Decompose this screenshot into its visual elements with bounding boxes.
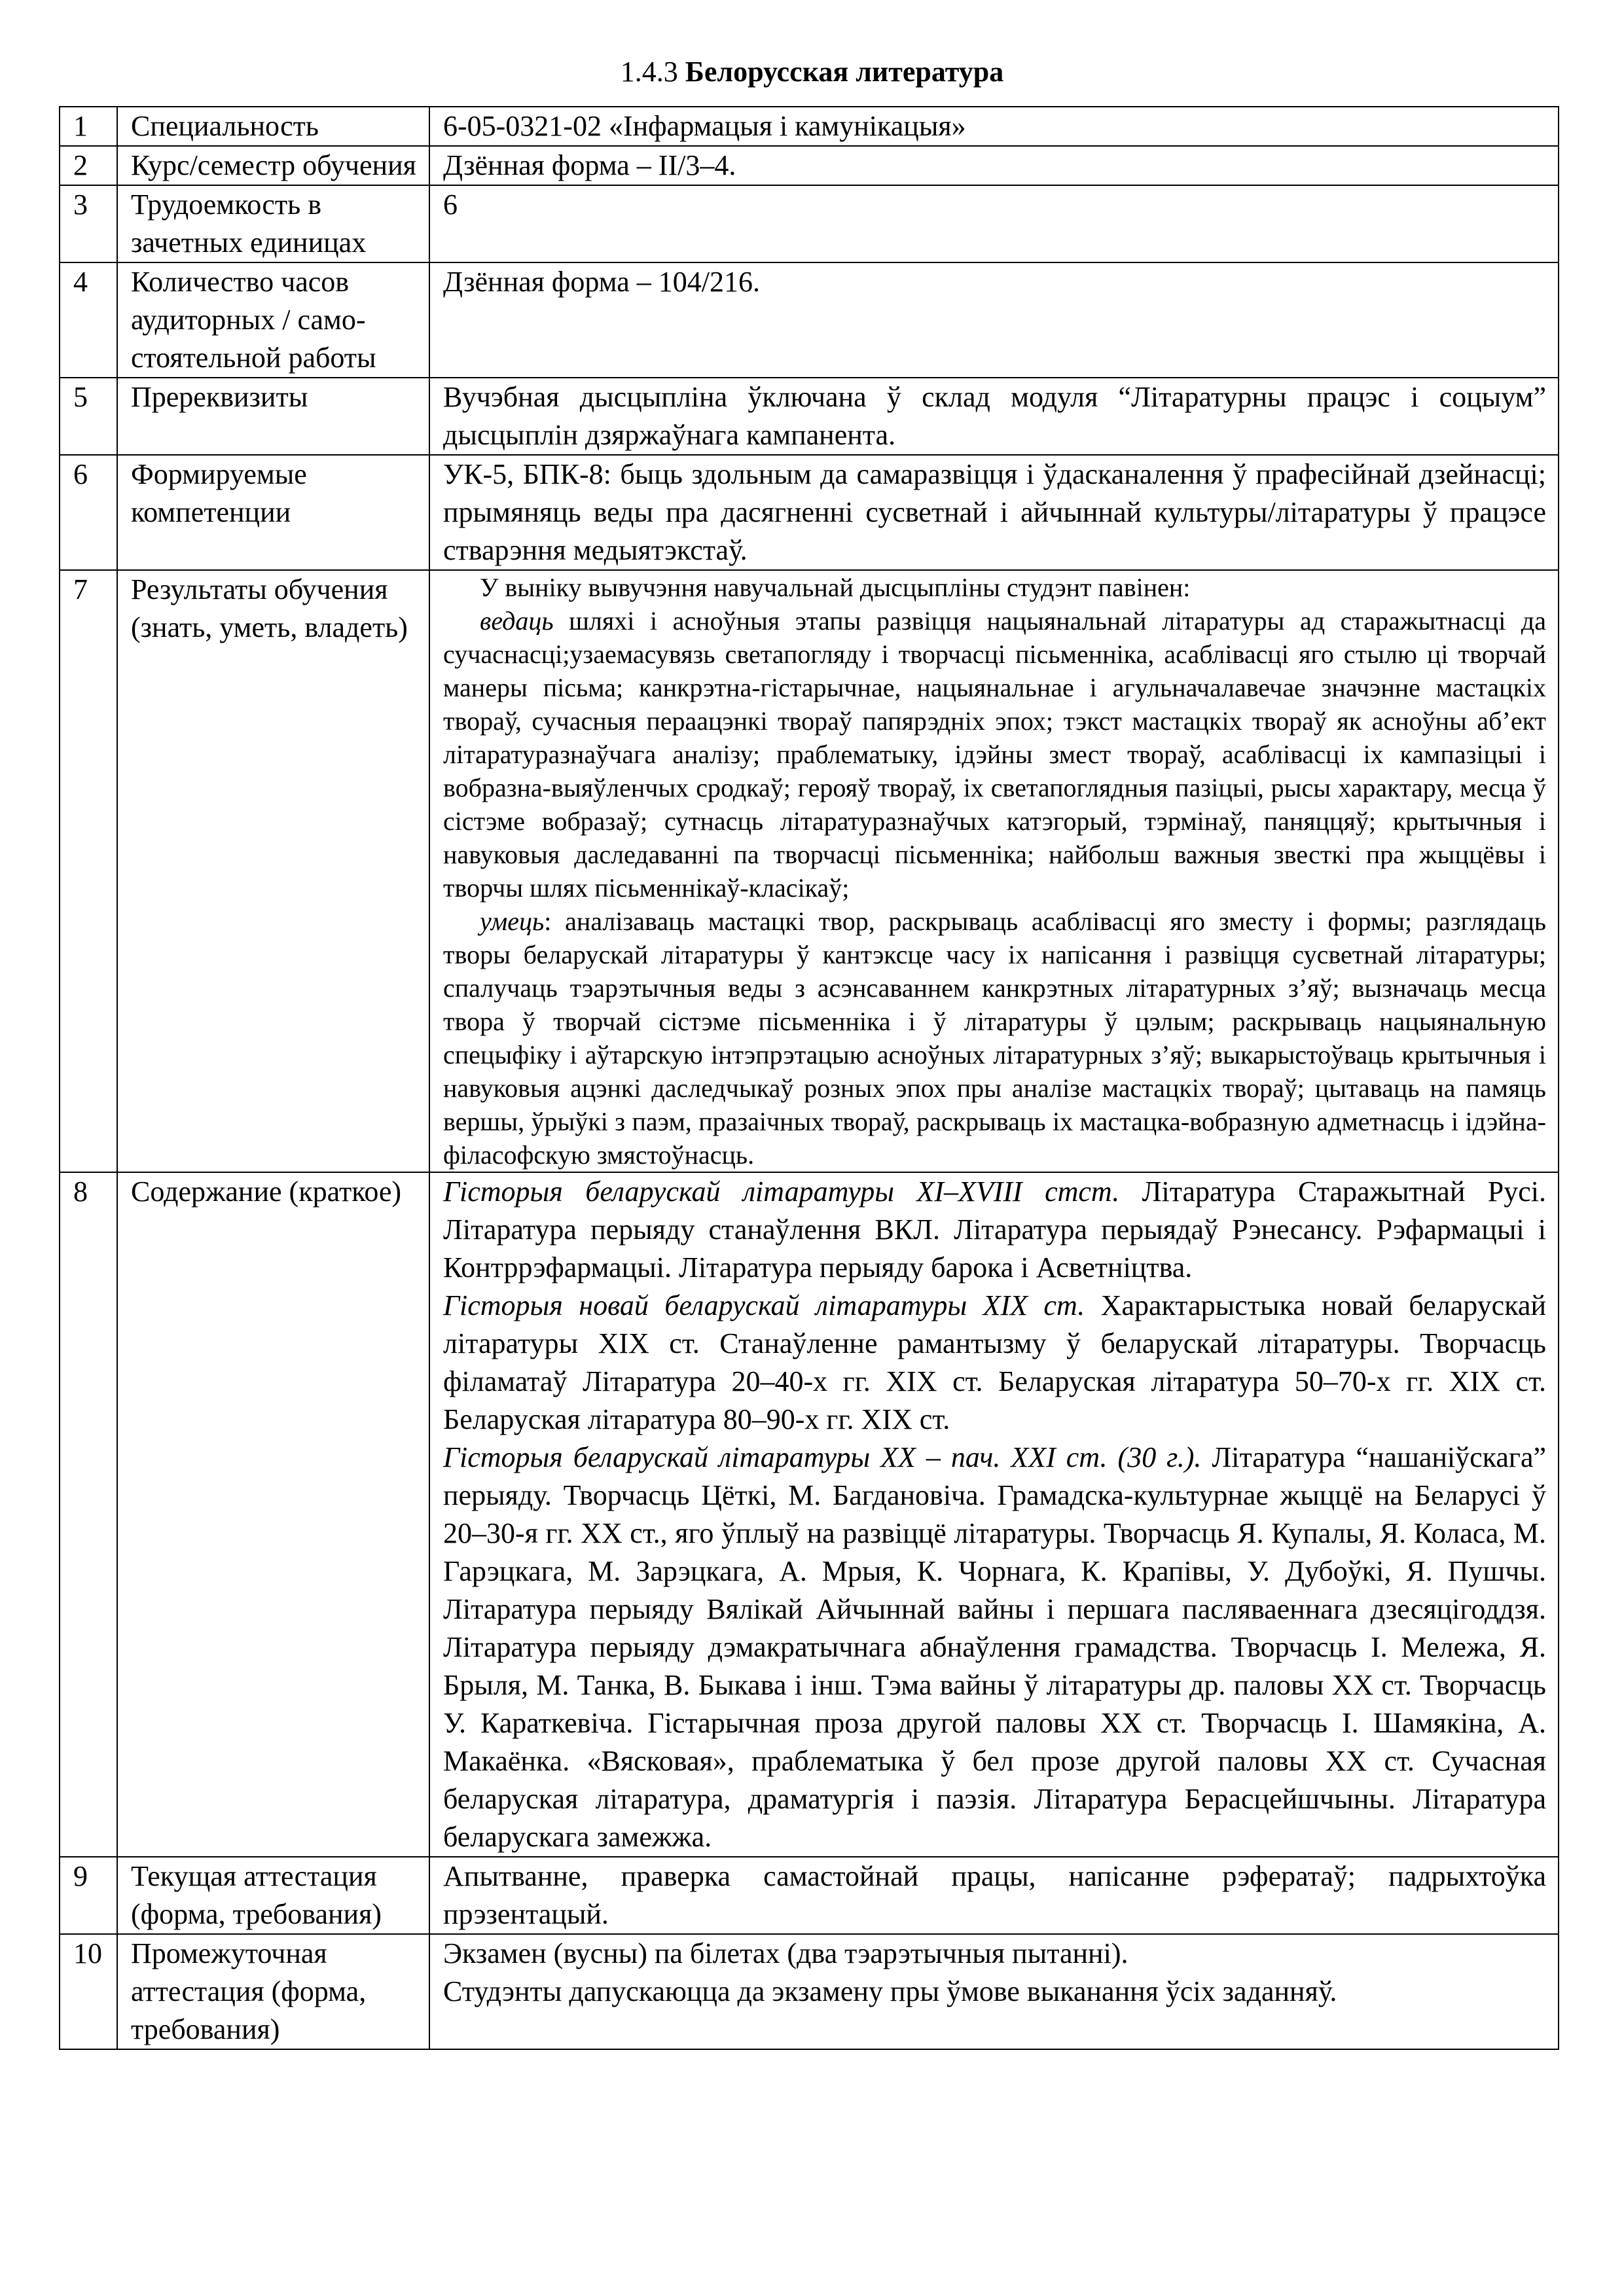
know-text: шляхі і асноўныя этапы развіцця нацыянальнай літаратуры ад старажытнасці да сучаснасці;узаемасувязь светапогляду і творчасці пісьменніка, асаблівасці яго стылю ці творчай манеры пісьма; канкрэтна-гістарычнае, нацыянальнае і агульначалавечае значэнне мастацкіх твораў, сучасныя пераацэнкі твораў папярэдніх эпох; тэкст мастацкіх твораў як асноўны аб’ект літаратуразнаўчага аналізу; праблематыку, ідэйны змест твораў, асаблівасці іх кампазіцыі і вобразна-выяўленчых сродкаў; герояў твораў, іх светапоглядныя пазіцыі, рысы характару, месца ў сістэме вобразаў; сутнасць літаратуразнаўчых катэгорый, тэрмінаў, паняццяў; крытычныя і навуковыя даследаванні па творчасці пісьменніка; найбольш важныя звесткі пра жыццёвы і творчы шлях пісьменнікаў-класікаў; <box>443 606 1546 903</box>
can-term: умець <box>480 906 545 936</box>
row-number: 6 <box>60 455 117 570</box>
row-number: 7 <box>60 570 117 1172</box>
learning-intro: У выніку вывучэння навучальнай дысцыпліны студэнт павінен: <box>480 573 1191 602</box>
table-row <box>60 1857 1559 1934</box>
table-row <box>60 107 1559 146</box>
section-title: Белорусская литература <box>685 56 1004 88</box>
row-label: Трудоемкость в зачетных единицах <box>117 185 429 262</box>
row-label: Формируемые компетенции <box>117 455 429 570</box>
row-content: 6-05-0321-02 «Інфармацыя і камунікацыя» <box>429 107 1559 146</box>
row-label: Промежуточная аттестация (форма, требования) <box>117 1934 429 2049</box>
row-content: Вучэбная дысцыпліна ўключана ў склад модуля “Літаратурны працэс і соцыум” дысцыплін дзяржаўнага кампанента. <box>429 378 1559 455</box>
part-text: Літаратура “нашаніўскага” перыяду. Творчасць Цёткі, М. Багдановіча. Грамадска-культурнае жыццё на Беларусі ў 20–30-я гг. XX ст., яго ўплыў на развіццё літаратуры. Творчасць Я. Купалы, Я. Коласа, М. Гарэцкага, М. Зарэцкага, А. Мрыя, К. Чорнага, К. Крапівы, У. Дубоўкі, Я. Пушчы. Літаратура перыяду Вялікай Айчыннай вайны і першага пасляваеннага дзесяцігоддзя. Літаратура перыяду дэмакратычнага абнаўлення грамадства. Творчасць І. Мележа, Я. Брыля, М. Танка, В. Быкава і інш. Тэма вайны ў літаратуры др. паловы XX ст. Творчасць У. Караткевіча. Гістарычная проза другой паловы XX ст. Творчасць І. Шамякіна, А. Макаёнка. «Вясковая», праблематыка ў бел прозе другой паловы XX ст. Сучасная беларуская літаратура, драматургія і паэзія. Літаратура Берасцейшчыны. Літаратура беларускага замежжа. <box>443 1441 1547 1853</box>
table-row <box>60 570 1559 1172</box>
row-number: 3 <box>60 185 117 262</box>
section-number: 1.4.3 <box>620 56 678 88</box>
table-row <box>60 1172 1559 1857</box>
part-title: Гісторыя беларускай літаратуры XI–XVIII стст. <box>443 1175 1120 1208</box>
row-content <box>429 1934 1559 2049</box>
table-row <box>60 1934 1559 2049</box>
row-label: Специальность <box>117 107 429 146</box>
part-text: Літаратура Старажытнай Русі. Літаратура перыяду станаўлення ВКЛ. Літаратура перыядаў Рэнесансу. Рэфармацыі і Контррэфармацыі. Літаратура перыяду барока і Асветніцтва. <box>443 1175 1546 1283</box>
row-number: 5 <box>60 378 117 455</box>
row-label: Результаты обучения (знать, уметь, владеть) <box>117 570 429 1172</box>
exam-format: Экзамен (вусны) па білетах (два тэарэтычныя пытанні). <box>443 1937 1128 1969</box>
row-label: Текущая аттестация (форма, требования) <box>117 1857 429 1934</box>
course-spec-table <box>59 106 1559 2050</box>
table-row <box>60 185 1559 262</box>
row-content: УК-5, БПК-8: быць здольным да самаразвіцця і ўдасканалення ў прафесійнай дзейнасці; прымяняць веды пра дасягненні сусветнай і айчыннай культуры/літаратуры ў працэсе стварэння медыятэкстаў. <box>429 455 1559 570</box>
table-row <box>60 378 1559 455</box>
part-text: Характарыстыка новай беларускай літаратуры XIX ст. Станаўленне рамантызму ў беларускай літаратуры. Творчасць філаматаў Літаратура 20–40-х гг. XIX ст. Беларуская літаратура 50–70-х гг. XIX ст. Беларуская літаратура 80–90-х гг. XIX ст. <box>443 1289 1546 1435</box>
table-row <box>60 455 1559 570</box>
row-content <box>429 1172 1559 1857</box>
exam-admission: Студэнты дапускаюцца да экзамену пры ўмове выканання ўсіх заданняў. <box>443 1975 1337 2007</box>
part-title: Гісторыя беларускай літаратуры XX – пач. XXI ст. (30 г.). <box>443 1441 1202 1473</box>
row-label: Количество часов аудиторных / само-стоятельной работы <box>117 262 429 378</box>
row-number: 4 <box>60 262 117 378</box>
row-content <box>429 570 1559 1172</box>
row-content: 6 <box>429 185 1559 262</box>
page-title <box>0 52 1624 92</box>
row-label: Курс/семестр обучения <box>117 146 429 185</box>
row-content: Дзённая форма – 104/216. <box>429 262 1559 378</box>
row-label: Содержание (краткое) <box>117 1172 429 1857</box>
content-part-3 <box>443 1439 1546 1856</box>
content-part-2 <box>443 1287 1546 1439</box>
row-number: 1 <box>60 107 117 146</box>
table-row <box>60 146 1559 185</box>
content-part-1 <box>443 1173 1546 1287</box>
table-row <box>60 262 1559 378</box>
row-content: Дзённая форма – II/3–4. <box>429 146 1559 185</box>
learning-know <box>443 604 1546 905</box>
learning-can <box>443 905 1546 1172</box>
can-text: : аналізаваць мастацкі твор, раскрываць асаблівасці яго зместу і формы; разглядаць творы беларускай літаратуры ў кантэксце часу іх напісання і развіцця сусветнай літаратуры; спалучаць тэарэтычныя веды з асэнсаваннем канкрэтных літаратурных з’яў; вызначаць месца твора ў творчай сістэме пісьменніка і ў літаратуры ў цэлым; раскрываць нацыянальную спецыфіку і аўтарскую інтэпрэтацыю асноўных літаратурных з’яў; выкарыстоўваць крытычныя і навуковыя ацэнкі даследчыкаў розных эпох пры аналізе мастацкіх твораў; цытаваць на памяць вершы, ўрыўкі з паэм, празаічных твораў, раскрываць іх мастацка-вобразную адметнасць і ідэйна-філасофскую змястоўнасць. <box>443 906 1546 1170</box>
know-term: ведаць <box>480 606 554 636</box>
row-number: 8 <box>60 1172 117 1857</box>
row-content: Апытванне, праверка самастойнай працы, напісанне рэфератаў; падрыхтоўка прэзентацый. <box>429 1857 1559 1934</box>
row-label: Пререквизиты <box>117 378 429 455</box>
row-number: 2 <box>60 146 117 185</box>
row-number: 10 <box>60 1934 117 2049</box>
part-title: Гісторыя новай беларускай літаратуры XIX ст. <box>443 1289 1085 1321</box>
row-number: 9 <box>60 1857 117 1934</box>
